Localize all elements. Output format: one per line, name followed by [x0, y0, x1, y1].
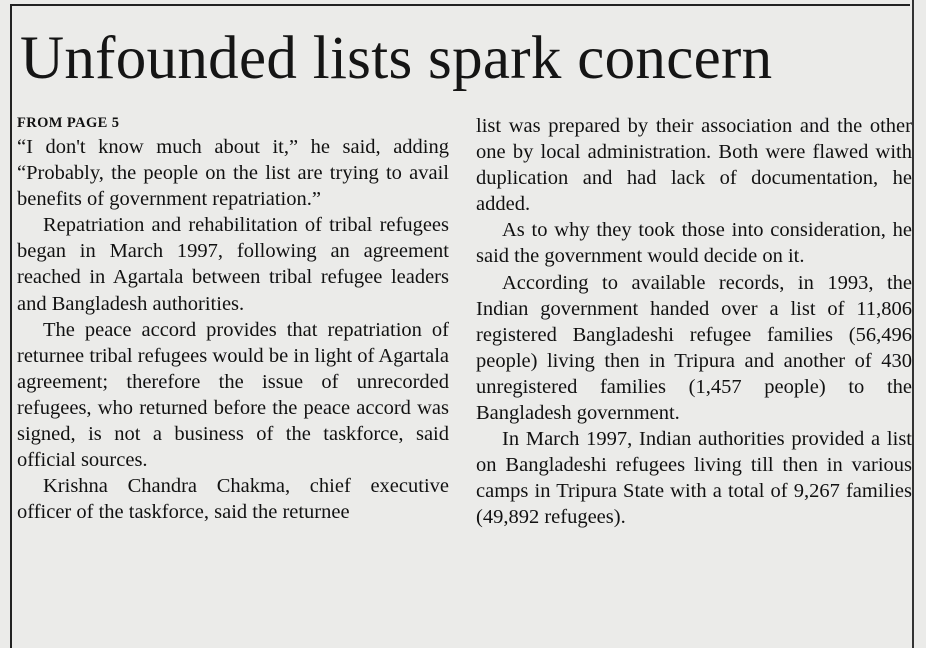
right-column [476, 113, 912, 531]
kicker-from-page: FROM PAGE 5 [17, 115, 120, 131]
right-border-rule [912, 0, 914, 648]
left-column [17, 114, 449, 525]
paragraph: “I don't know much about it,” he said, adding “Probably, the people on the list are trying to avail benefits of government repatriation.” [17, 136, 449, 211]
paragraph: According to available records, in 1993, the Indian government handed over a list of 11,806 registered Bangladeshi refugee families (56,496 people) living then in Tripura and another of 430 unregistered families (1,457 people) to the Bangladesh government. [476, 271, 912, 425]
top-border-rule [10, 4, 910, 6]
paragraph: In March 1997, Indian authorities provided a list on Bangladeshi refugees living till then in various camps in Tripura State with a total of 9,267 families (49,892 refugees). [476, 428, 912, 529]
headline: Unfounded lists spark concern [20, 25, 773, 92]
paragraph: list was prepared by their association and the other one by local administration. Both were flawed with duplication and had lack of documentation, he added. [476, 115, 912, 216]
paragraph: As to why they took those into consideration, he said the government would decide on it. [476, 219, 912, 268]
paragraph: Krishna Chandra Chakma, chief executive officer of the taskforce, said the returnee [17, 475, 449, 524]
paragraph: Repatriation and rehabilitation of tribal refugees began in March 1997, following an agreement reached in Agartala between tribal refugee leaders and Bangladesh authorities. [17, 214, 449, 315]
paragraph: The peace accord provides that repatriation of returnee tribal refugees would be in light of Agartala agreement; therefore the issue of unrecorded refugees, who returned before the peace accord was signed, is not a business of the taskforce, said official sources. [17, 318, 449, 472]
left-border-rule [10, 4, 12, 648]
